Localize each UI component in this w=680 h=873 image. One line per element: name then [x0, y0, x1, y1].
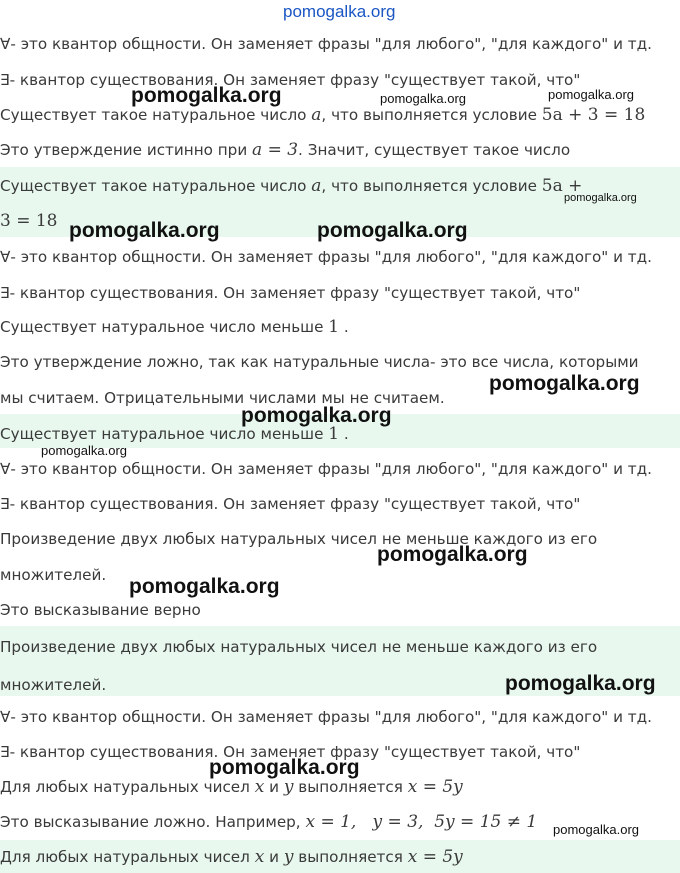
explanation: Это высказывание верно: [0, 601, 201, 619]
answer-text: выполняется: [298, 848, 403, 866]
explanation: Это утверждение ложно, так как натуральные числа- это все числа, которыми: [0, 353, 639, 371]
watermark: pomogalka.org: [548, 87, 634, 102]
statement: множителей.: [0, 566, 107, 584]
watermark: pomogalka.org: [377, 543, 528, 566]
math-expression: 1: [328, 424, 340, 444]
watermark: pomogalka.org: [505, 672, 656, 695]
explanation-text: . Значит, существует такое число: [298, 141, 571, 159]
watermark: pomogalka.org: [129, 575, 280, 598]
exists-definition: ∃- квантор существования. Он заменяет фразу "существует такой, что": [0, 743, 581, 761]
math-variable: a: [311, 105, 322, 125]
watermark: pomogalka.org: [131, 84, 282, 107]
explanation: мы считаем. Отрицательными числами мы не считаем.: [0, 389, 445, 407]
statement: [0, 104, 680, 126]
math-expression: x = 5y: [407, 847, 463, 867]
watermark: pomogalka.org: [69, 219, 220, 242]
answer-text: .: [343, 425, 349, 443]
forall-definition: ∀- это квантор общности. Он заменяет фразы "для любого", "для каждого" и тд.: [0, 708, 652, 726]
forall-definition: ∀- это квантор общности. Он заменяет фразы "для любого", "для каждого" и тд.: [0, 460, 652, 478]
answer: множителей.: [0, 676, 107, 694]
statement-text: , что выполняется условие: [321, 106, 537, 124]
exists-definition: ∃- квантор существования. Он заменяет фразу "существует такой, что": [0, 284, 581, 302]
explanation-text: Это высказывание ложно. Например,: [0, 813, 301, 831]
watermark: pomogalka.org: [317, 219, 468, 242]
watermark: pomogalka.org: [41, 443, 127, 458]
statement: [0, 316, 680, 338]
forall-definition: ∀- это квантор общности. Он заменяет фразы "для любого", "для каждого" и тд.: [0, 248, 652, 266]
explanation-text: Это утверждение истинно при: [0, 141, 248, 159]
watermark: pomogalka.org: [241, 404, 392, 427]
statement-text: и: [269, 778, 279, 796]
answer: Произведение двух любых натуральных чисел не меньше каждого из его: [0, 638, 598, 656]
math-variable: x: [254, 777, 265, 797]
watermark: pomogalka.org: [553, 822, 639, 837]
statement-text: выполняется: [298, 778, 403, 796]
math-variable: y: [283, 777, 294, 797]
statement: Произведение двух любых натуральных чисел не меньше каждого из его: [0, 530, 598, 548]
answer: [0, 846, 680, 868]
math-expression: x = 5y: [407, 777, 463, 797]
math-variable: x: [254, 847, 265, 867]
answer-text: Существует натуральное число меньше: [0, 425, 324, 443]
statement-text: Для любых натуральных чисел: [0, 778, 250, 796]
statement-text: Существует такое натуральное число: [0, 106, 307, 124]
answer-text: Для любых натуральных чисел: [0, 848, 250, 866]
explanation: [0, 139, 680, 161]
forall-definition: ∀- это квантор общности. Он заменяет фразы "для любого", "для каждого" и тд.: [0, 35, 652, 53]
math-expression: 1: [328, 317, 340, 337]
answer-text: и: [269, 848, 279, 866]
math-variable: y: [283, 847, 294, 867]
statement-text: Существует натуральное число меньше: [0, 318, 324, 336]
watermark: pomogalka.org: [209, 756, 360, 779]
exists-definition: ∃- квантор существования. Он заменяет фразу "существует такой, что": [0, 71, 581, 89]
math-expression: a = 3: [252, 140, 299, 160]
exists-definition: ∃- квантор существования. Он заменяет фразу "существует такой, что": [0, 495, 581, 513]
math-expression: 5a +: [541, 176, 583, 196]
answer-text: Существует такое натуральное число: [0, 177, 307, 195]
math-expression: 5a + 3 = 18: [541, 105, 646, 125]
math-variable: a: [311, 176, 322, 196]
site-header-logo[interactable]: pomogalka.org: [283, 2, 396, 21]
math-expression: 3 = 18: [0, 211, 58, 231]
watermark: pomogalka.org: [564, 192, 637, 204]
answer-text: , что выполняется условие: [321, 177, 537, 195]
watermark: pomogalka.org: [489, 372, 640, 395]
math-expression: x = 1, y = 3, 5y = 15 ≠ 1: [305, 812, 538, 832]
statement-text: .: [343, 318, 349, 336]
watermark: pomogalka.org: [380, 91, 466, 106]
